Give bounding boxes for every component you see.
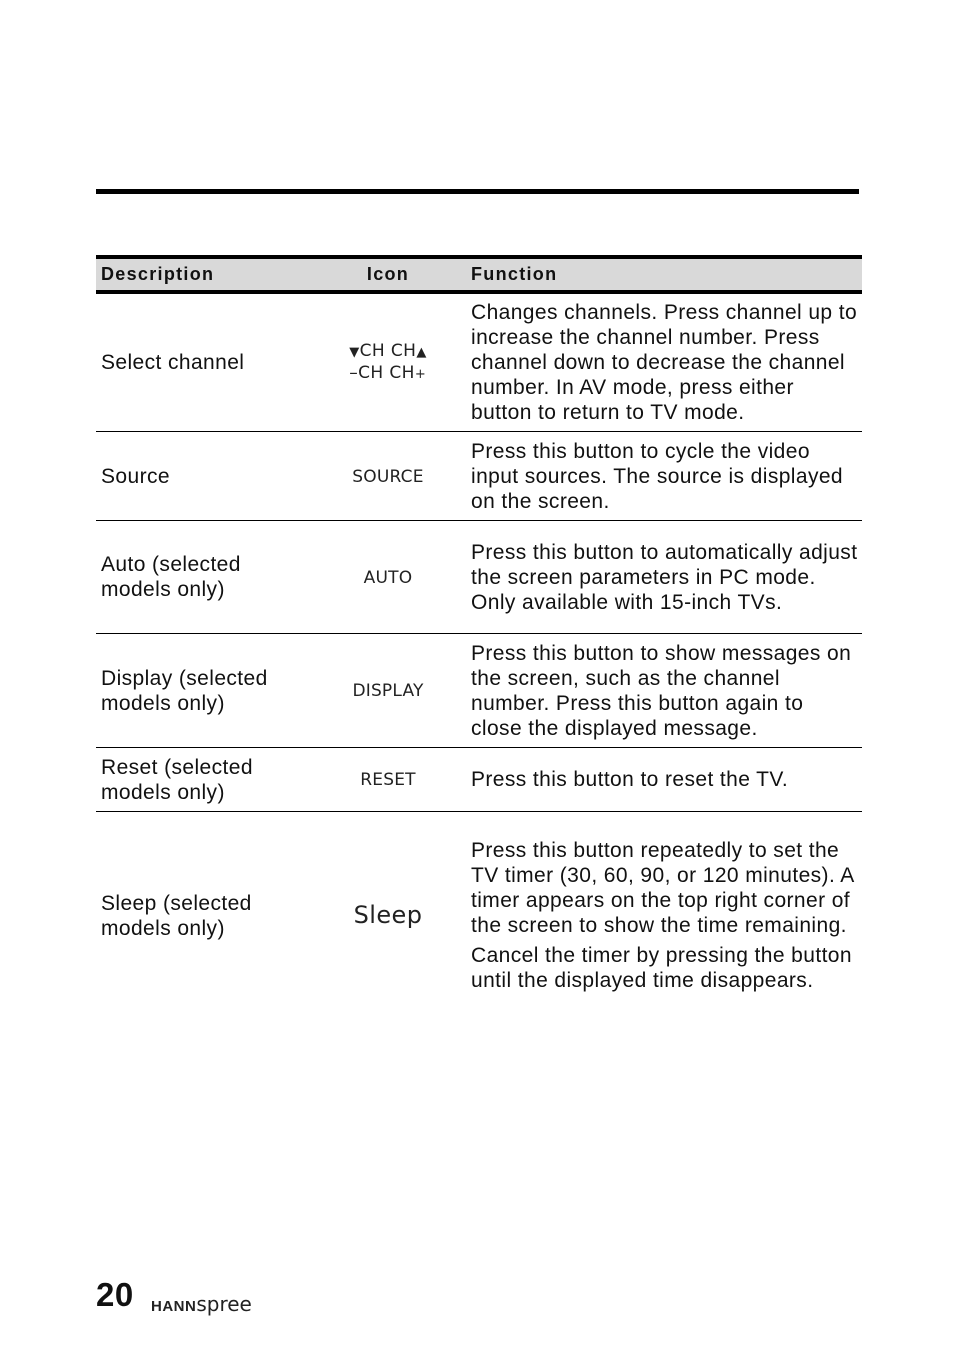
- top-rule: [96, 189, 859, 194]
- row-function: Press this button to automatically adjust the screen parameters in PC mode. Only available with 15-inch TVs.: [466, 521, 862, 634]
- table-row: [96, 292, 862, 432]
- row-function: Press this button to show messages on the screen, such as the channel number. Press this button again to close the displayed message.: [466, 634, 862, 748]
- row-function: Press this button repeatedly to set the TV timer (30, 60, 90, or 120 minutes). A timer appears on the top right corner of the screen to show the time remaining. Cancel the timer by pressing the button until the displayed time disappears.: [471, 839, 854, 993]
- row-function: Press this button to reset the TV.: [466, 748, 862, 812]
- display-icon: DISPLAY: [310, 634, 466, 748]
- row-description: Reset (selected models only): [96, 748, 310, 812]
- row-function: Press this button to cycle the video input sources. The source is displayed on the screen.: [466, 432, 862, 521]
- row-description: Auto (selected models only): [96, 521, 310, 634]
- table-row: [96, 812, 862, 1020]
- table-header-row: [96, 257, 862, 292]
- table-row: [96, 521, 862, 634]
- row-function: Changes channels. Press channel up to increase the channel number. Press channel down to decrease the channel number. In AV mode, press either button to return to TV mode.: [466, 292, 862, 432]
- row-description: Select channel: [96, 292, 310, 432]
- header-description: Description: [96, 257, 310, 292]
- auto-icon: AUTO: [310, 521, 466, 634]
- table-row: [96, 432, 862, 521]
- page-number: 20: [96, 1276, 134, 1313]
- table-row: [96, 748, 862, 812]
- source-icon: SOURCE: [310, 432, 466, 521]
- row-description: Display (selected models only): [96, 634, 310, 748]
- controls-table: [96, 255, 862, 1020]
- brand-logo: HANNspree: [151, 1292, 252, 1316]
- sleep-icon: Sleep: [353, 900, 423, 929]
- row-description: Sleep (selected models only): [101, 891, 252, 940]
- header-icon: Icon: [310, 257, 466, 292]
- channel-up-down-icon: ▼CH CH▲ –CH CH+: [310, 292, 466, 432]
- reset-icon: RESET: [310, 748, 466, 812]
- table-row: [96, 634, 862, 748]
- header-function: Function: [466, 257, 862, 292]
- row-description: Source: [96, 432, 310, 521]
